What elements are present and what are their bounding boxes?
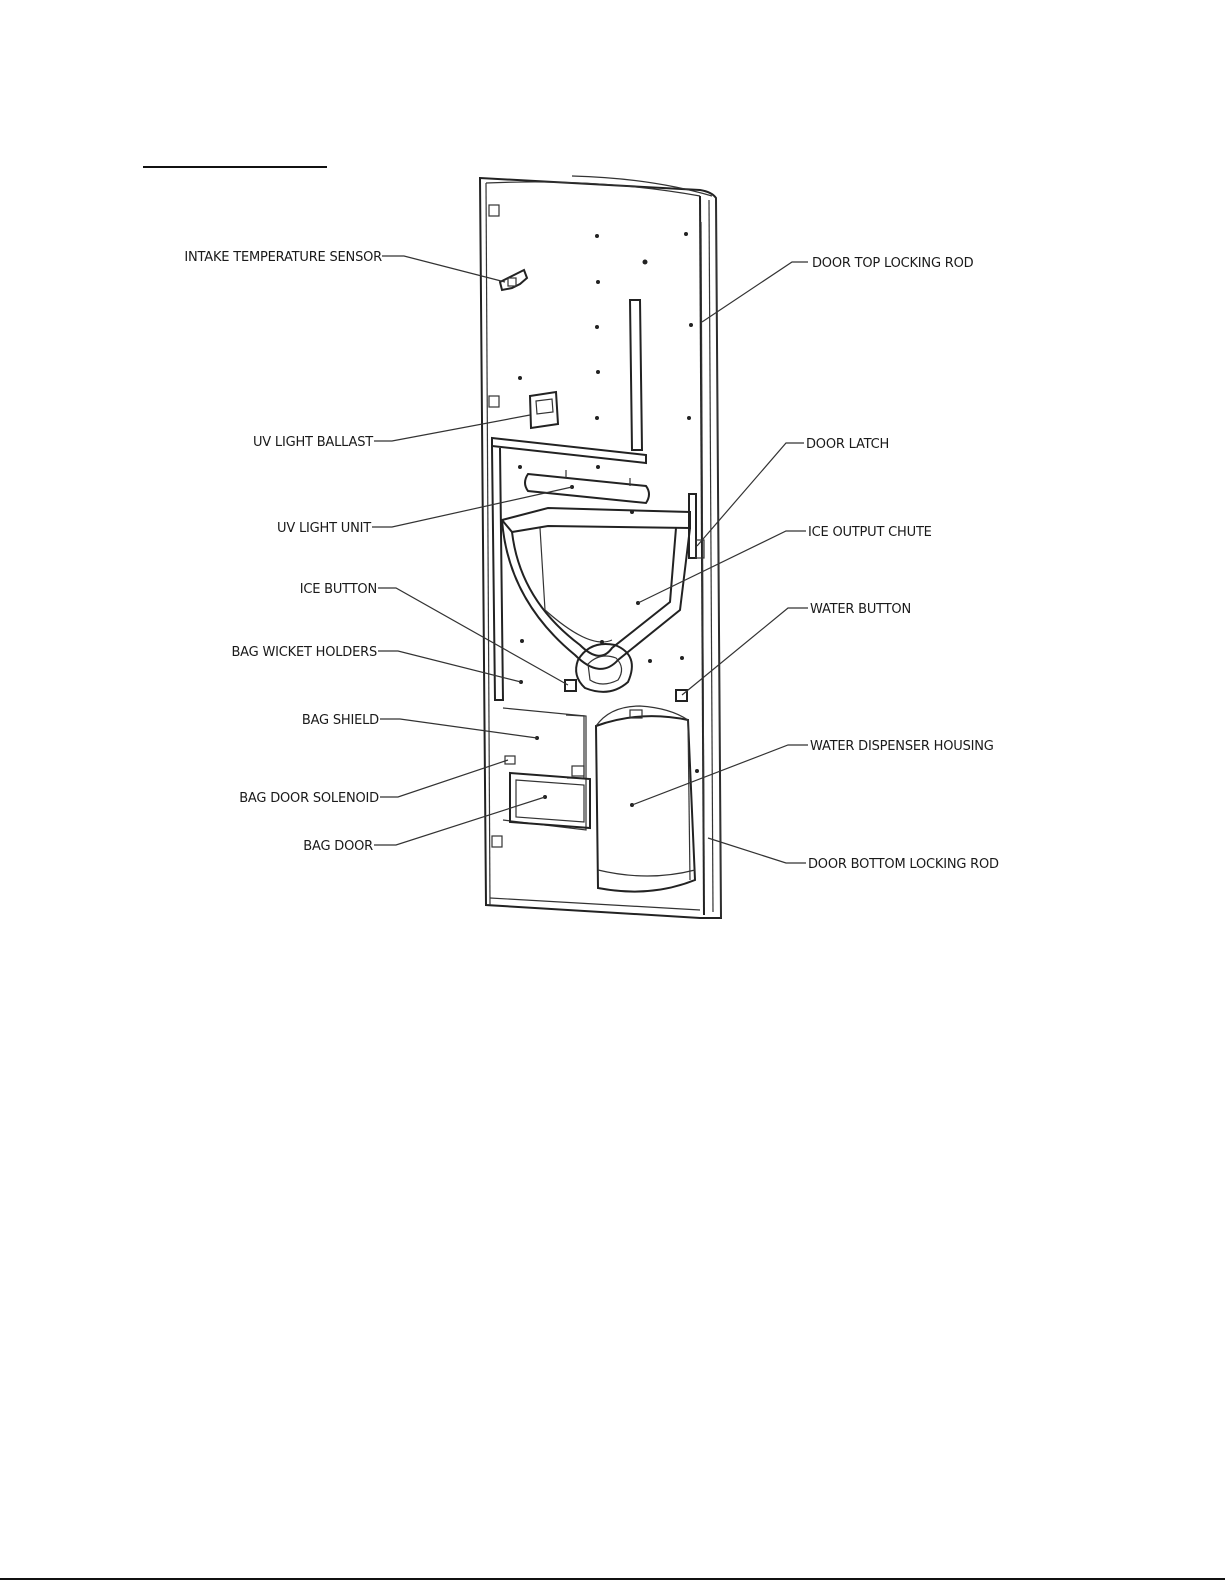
label-door-bottom-locking-rod: DOOR BOTTOM LOCKING ROD (808, 857, 999, 872)
label-door-latch: DOOR LATCH (806, 437, 890, 452)
vertical-bracket (630, 300, 642, 450)
label-bag-wicket-holders: BAG WICKET HOLDERS (231, 645, 377, 660)
bag-door (510, 773, 590, 828)
label-intake-temperature-sensor: INTAKE TEMPERATURE SENSOR (184, 250, 382, 265)
leader-lines (372, 256, 808, 863)
label-bag-door-solenoid: BAG DOOR SOLENOID (239, 791, 379, 806)
water-dispenser-housing (596, 706, 695, 892)
intake-temperature-sensor (500, 270, 527, 290)
label-bag-shield: BAG SHIELD (301, 713, 379, 728)
label-ice-button: ICE BUTTON (299, 582, 377, 597)
label-door-top-locking-rod: DOOR TOP LOCKING ROD (812, 256, 974, 271)
uv-light-ballast (530, 392, 558, 428)
label-water-dispenser-housing: WATER DISPENSER HOUSING (810, 739, 994, 754)
label-ice-output-chute: ICE OUTPUT CHUTE (808, 525, 932, 540)
label-uv-light-ballast: UV LIGHT BALLAST (252, 435, 373, 450)
label-water-button: WATER BUTTON (810, 602, 911, 617)
uv-light-unit (525, 470, 649, 503)
ice-button (565, 680, 576, 691)
label-uv-light-unit: UV LIGHT UNIT (277, 521, 371, 536)
footer-rule (0, 1578, 1225, 1580)
fastener-dots (518, 232, 699, 807)
label-bag-door: BAG DOOR (303, 839, 373, 854)
